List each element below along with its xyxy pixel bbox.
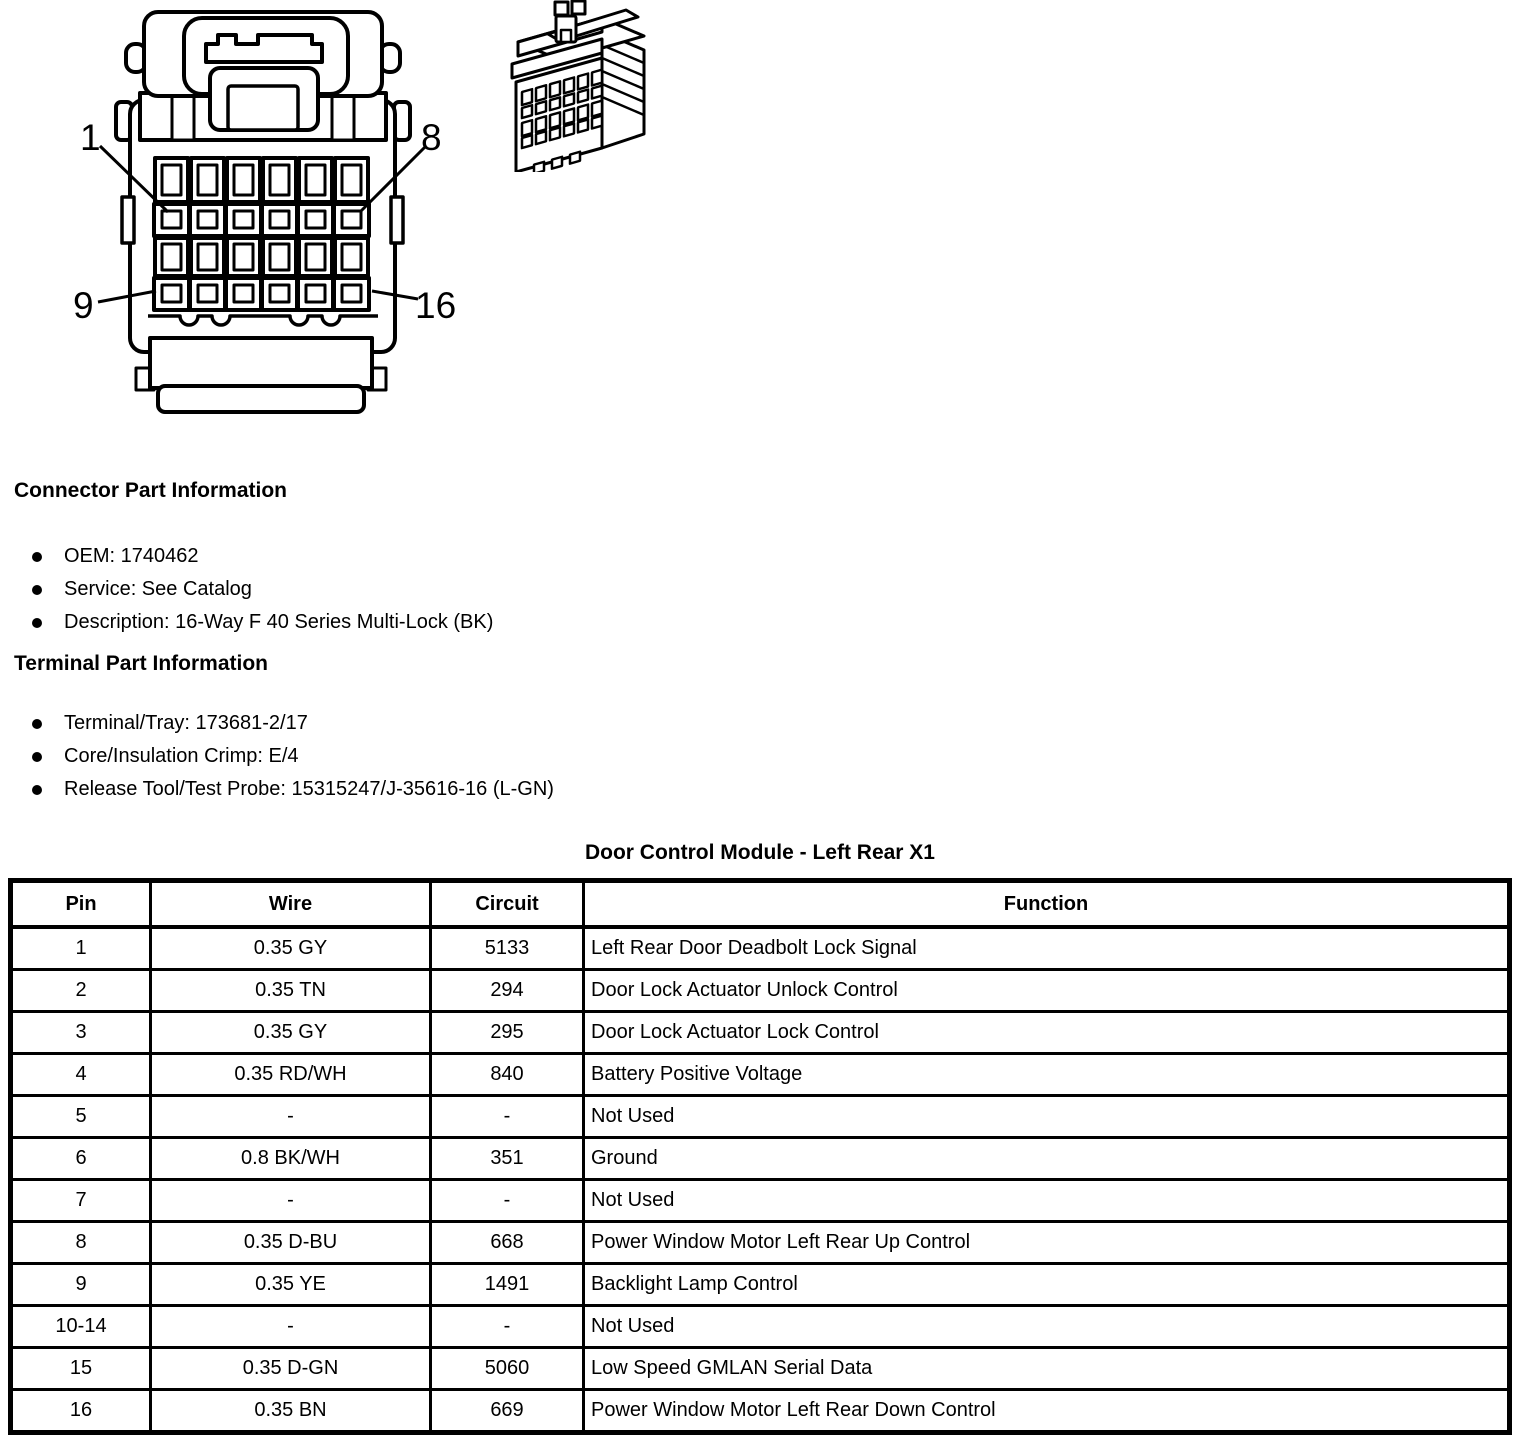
wire-cell: 0.8 BK/WH [151, 1138, 431, 1180]
connector-part-info-heading: Connector Part Information [14, 479, 288, 502]
bullet-icon [32, 552, 42, 562]
function-cell: Power Window Motor Left Rear Down Control [584, 1390, 1510, 1433]
function-cell: Not Used [584, 1306, 1510, 1348]
table-row [11, 1180, 1510, 1222]
pin-cell: 16 [11, 1390, 151, 1433]
table-body [11, 927, 1510, 1433]
wire-cell: 0.35 GY [151, 927, 431, 970]
table-row [11, 1138, 1510, 1180]
function-cell: Backlight Lamp Control [584, 1264, 1510, 1306]
pin16-callout-label: 16 [415, 285, 457, 326]
list-item [32, 740, 1520, 773]
bullet-icon [32, 618, 42, 628]
connector-iso-diagram [498, 0, 670, 172]
wire-cell: 0.35 TN [151, 970, 431, 1012]
connector-part-info-list [0, 540, 1520, 639]
list-item-text: Release Tool/Test Probe: 15315247/J-35616-16 (L-GN) [64, 778, 554, 800]
table-row [11, 1012, 1510, 1054]
wire-cell: - [151, 1096, 431, 1138]
connector-iso-drawing [512, 1, 644, 172]
circuit-cell: 295 [431, 1012, 584, 1054]
circuit-cell: 669 [431, 1390, 584, 1433]
pin9-callout-label: 9 [73, 285, 94, 326]
function-cell: Left Rear Door Deadbolt Lock Signal [584, 927, 1510, 970]
header-row [11, 881, 1510, 928]
pin-cell: 8 [11, 1222, 151, 1264]
list-item [32, 707, 1520, 740]
table-row [11, 1054, 1510, 1096]
table-row [11, 1222, 1510, 1264]
function-cell: Ground [584, 1138, 1510, 1180]
pin-cell: 10-14 [11, 1306, 151, 1348]
circuit-cell: 840 [431, 1054, 584, 1096]
bullet-icon [32, 752, 42, 762]
wire-cell: 0.35 BN [151, 1390, 431, 1433]
pin-cell: 7 [11, 1180, 151, 1222]
table-header [11, 881, 1510, 928]
terminal-part-info-list [0, 707, 1520, 806]
wire-cell: - [151, 1306, 431, 1348]
function-cell: Door Lock Actuator Lock Control [584, 1012, 1510, 1054]
table-row [11, 970, 1510, 1012]
list-item [32, 606, 1520, 639]
circuit-cell: 5060 [431, 1348, 584, 1390]
list-item-text: Core/Insulation Crimp: E/4 [64, 745, 299, 767]
pin1-callout-label: 1 [80, 117, 101, 158]
table-row [11, 1390, 1510, 1433]
bullet-icon [32, 785, 42, 795]
wire-cell: 0.35 GY [151, 1012, 431, 1054]
wire-cell: - [151, 1180, 431, 1222]
table-row [11, 1306, 1510, 1348]
pinout-table [8, 878, 1512, 1435]
function-cell: Power Window Motor Left Rear Up Control [584, 1222, 1510, 1264]
column-header: Wire [151, 881, 431, 928]
bullet-icon [32, 719, 42, 729]
circuit-cell: 351 [431, 1138, 584, 1180]
pin-cell: 2 [11, 970, 151, 1012]
function-cell: Battery Positive Voltage [584, 1054, 1510, 1096]
function-cell: Door Lock Actuator Unlock Control [584, 970, 1510, 1012]
list-item [32, 573, 1520, 606]
pin-cell: 1 [11, 927, 151, 970]
pin-cell: 5 [11, 1096, 151, 1138]
list-item [32, 540, 1520, 573]
column-header: Circuit [431, 881, 584, 928]
wire-cell: 0.35 D-BU [151, 1222, 431, 1264]
column-header: Function [584, 881, 1510, 928]
circuit-cell: - [431, 1096, 584, 1138]
bullet-icon [32, 585, 42, 595]
function-cell: Low Speed GMLAN Serial Data [584, 1348, 1510, 1390]
column-header: Pin [11, 881, 151, 928]
list-item-text: Service: See Catalog [64, 578, 252, 600]
connector-face-diagram [60, 0, 470, 440]
table-row [11, 1264, 1510, 1306]
list-item [32, 773, 1520, 806]
table-row [11, 927, 1510, 970]
table-row [11, 1096, 1510, 1138]
pin8-callout-label: 8 [421, 117, 442, 158]
table-title: Door Control Module - Left Rear X1 [584, 841, 935, 864]
circuit-cell: 668 [431, 1222, 584, 1264]
circuit-cell: 1491 [431, 1264, 584, 1306]
pin-cell: 9 [11, 1264, 151, 1306]
pin-cell: 3 [11, 1012, 151, 1054]
circuit-cell: 294 [431, 970, 584, 1012]
function-cell: Not Used [584, 1180, 1510, 1222]
list-item-text: OEM: 1740462 [64, 545, 199, 567]
terminal-part-info-heading: Terminal Part Information [14, 652, 268, 675]
table-row [11, 1348, 1510, 1390]
circuit-cell: - [431, 1180, 584, 1222]
wire-cell: 0.35 D-GN [151, 1348, 431, 1390]
wire-cell: 0.35 YE [151, 1264, 431, 1306]
pin-cell: 15 [11, 1348, 151, 1390]
list-item-text: Description: 16-Way F 40 Series Multi-Lock (BK) [64, 611, 494, 633]
list-item-text: Terminal/Tray: 173681-2/17 [64, 712, 308, 734]
pin-cell: 4 [11, 1054, 151, 1096]
pin-cell: 6 [11, 1138, 151, 1180]
function-cell: Not Used [584, 1096, 1510, 1138]
wire-cell: 0.35 RD/WH [151, 1054, 431, 1096]
circuit-cell: - [431, 1306, 584, 1348]
circuit-cell: 5133 [431, 927, 584, 970]
connector-diagrams [0, 0, 1520, 460]
connector-face-drawing [116, 12, 410, 412]
